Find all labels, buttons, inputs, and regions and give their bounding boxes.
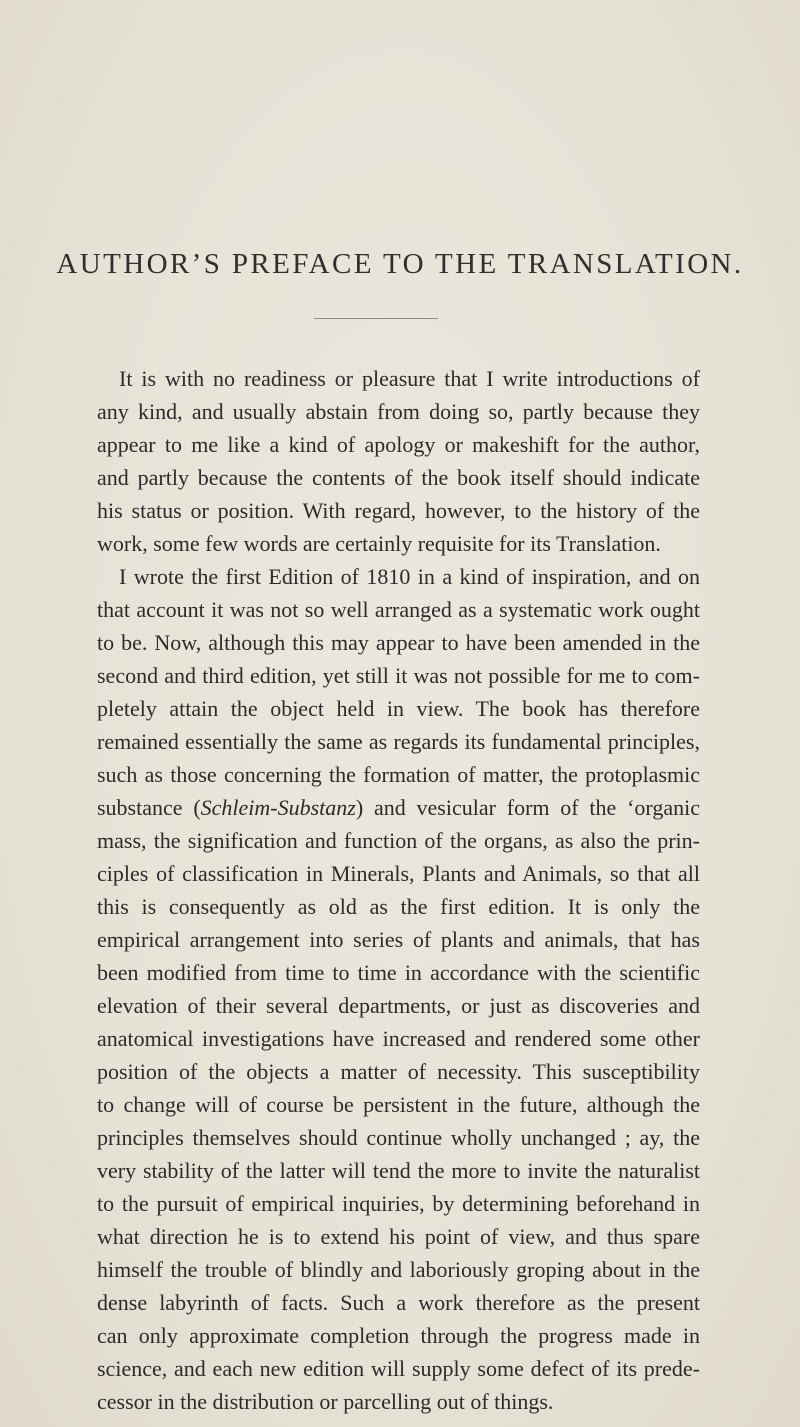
text-line: remained essentially the same as regards its fundamental principles, [97, 729, 700, 754]
text-line: been modified from time to time in accordance with the scientific [97, 960, 700, 985]
text-line-with-italic [97, 791, 700, 824]
text-line: himself the trouble of blindly and laboriously groping about in the [97, 1257, 700, 1282]
text-line: appear to me like a kind of apology or makeshift for the author, [97, 432, 700, 457]
text-segment: substance ( [97, 795, 201, 820]
text-line: ciples of classification in Minerals, Plants and Animals, so that all [97, 861, 700, 886]
text-line: dense labyrinth of facts. Such a work therefore as the present [97, 1290, 700, 1315]
text-line: science, and each new edition will supply some defect of its prede- [97, 1356, 700, 1381]
body-text [97, 362, 700, 1418]
italic-term: Schleim-Substanz [200, 795, 356, 820]
text-line: to be. Now, although this may appear to have been amended in the [97, 630, 700, 655]
text-line: elevation of their several departments, or just as discoveries and [97, 993, 700, 1018]
text-line: can only approximate completion through the progress made in [97, 1323, 700, 1348]
text-line: position of the objects a matter of necessity. This susceptibility [97, 1059, 700, 1084]
text-line: what direction he is to extend his point of view, and thus spare [97, 1224, 700, 1249]
text-line: any kind, and usually abstain from doing so, partly because they [97, 399, 700, 424]
paragraph-2 [97, 560, 700, 1418]
text-line: mass, the signification and function of the organs, as also the prin- [97, 828, 700, 853]
text-line: pletely attain the object held in view. The book has therefore [97, 696, 700, 721]
text-line: empirical arrangement into series of plants and animals, that has [97, 927, 700, 952]
text-line: It is with no readiness or pleasure that I write introductions of [119, 366, 700, 391]
text-line: this is consequently as old as the first edition. It is only the [97, 894, 700, 919]
text-line: and partly because the contents of the book itself should indicate [97, 465, 700, 490]
text-line: second and third edition, yet still it was not possible for me to com- [97, 663, 700, 688]
title-rule [314, 318, 438, 319]
text-line: cessor in the distribution or parcelling out of things. [97, 1389, 554, 1414]
text-line: anatomical investigations have increased and rendered some other [97, 1026, 700, 1051]
text-line: to the pursuit of empirical inquiries, by determining beforehand in [97, 1191, 700, 1216]
text-line: I wrote the first Edition of 1810 in a kind of inspiration, and on [119, 564, 700, 589]
paragraph-1 [97, 362, 700, 560]
text-line: such as those concerning the formation of matter, the protoplasmic [97, 762, 700, 787]
text-line: principles themselves should continue wholly unchanged ; ay, the [97, 1125, 700, 1150]
text-line: that account it was not so well arranged as a systematic work ought [97, 597, 700, 622]
text-line: work, some few words are certainly requisite for its Translation. [97, 531, 661, 556]
text-line: very stability of the latter will tend the more to invite the naturalist [97, 1158, 700, 1183]
page-title: AUTHOR’S PREFACE TO THE TRANSLATION. [56, 248, 744, 280]
text-line: his status or position. With regard, however, to the history of the [97, 498, 700, 523]
text-segment: ) and vesicular form of the ‘organic [355, 795, 700, 820]
text-line: to change will of course be persistent in the future, although the [97, 1092, 700, 1117]
